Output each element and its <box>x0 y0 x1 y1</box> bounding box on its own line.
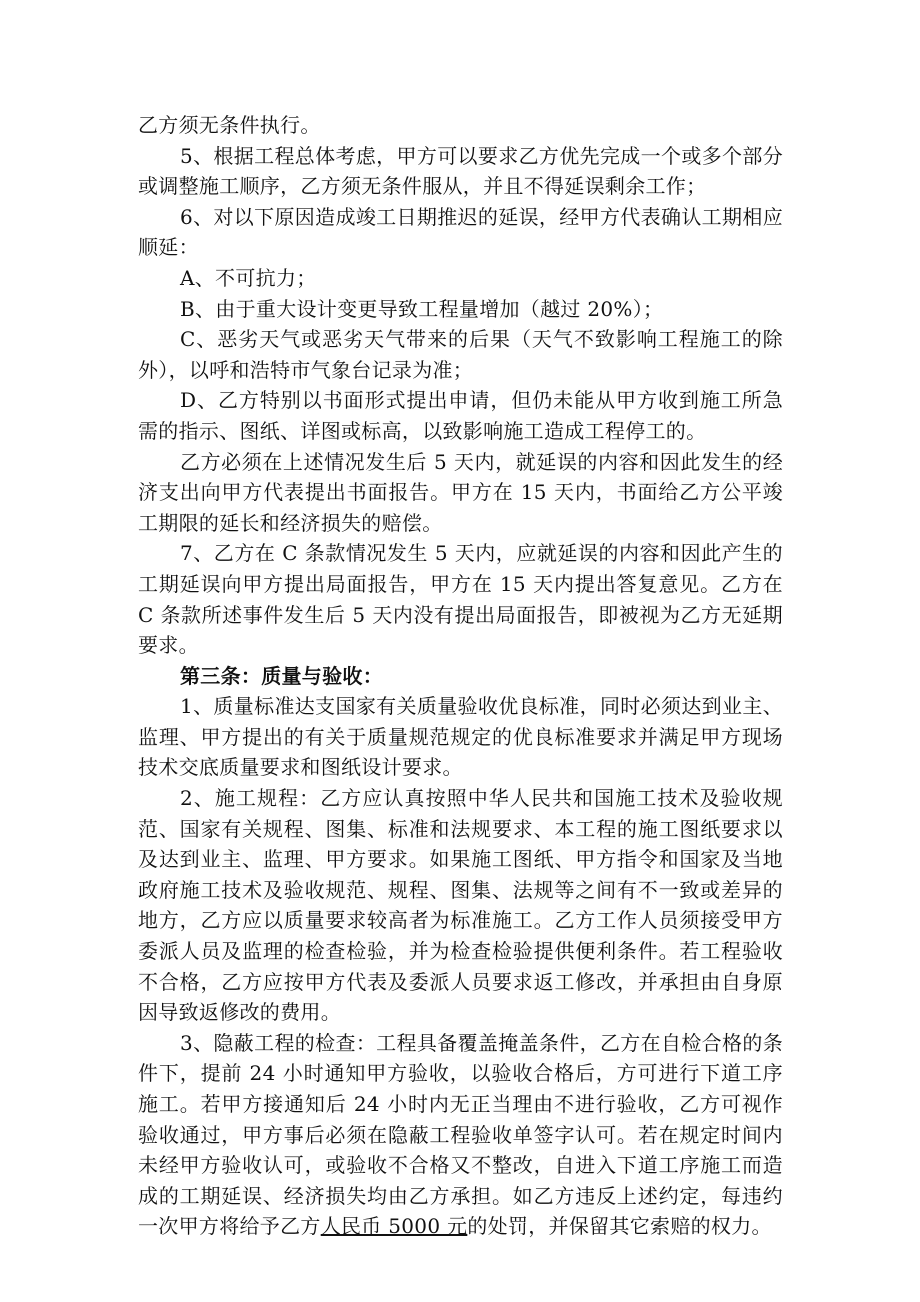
quality-clause-3-tail: 的处罚，并保留其它索赔的权力。 <box>467 1214 772 1239</box>
quality-clause-3 <box>138 1028 783 1242</box>
document-page <box>138 110 783 1242</box>
clause-6: 6、对以下原因造成竣工日期推迟的延误，经甲方代表确认工期相应顺延： <box>138 204 783 260</box>
section-heading-article-3: 第三条：质量与验收： <box>180 663 383 688</box>
clause-6-item-d: D、乙方特别以书面形式提出申请，但仍未能从甲方收到施工所急需的指示、图纸、详图或标高，以致影响施工造成工程停工的。 <box>138 388 783 443</box>
quality-clause-1: 1、质量标准达支国家有关质量验收优良标准，同时必须达到业主、监理、甲方提出的有关于质量规范规定的优良标准要求并满足甲方现场技术交底质量要求和图纸设计要求。 <box>138 694 783 780</box>
clause-7: 7、乙方在 C 条款情况发生 5 天内，应就延误的内容和因此产生的工期延误向甲方提出局面报告，甲方在 15 天内提出答复意见。乙方在 C 条款所述事件发生后 5 天内没有提出局面报告，即被视为乙方无延期要求。 <box>138 541 783 658</box>
clause-6-item-b: B、由于重大设计变更导致工程量增加（越过 20%）； <box>180 296 664 321</box>
paragraph-continuation: 乙方须无条件执行。 <box>138 113 321 137</box>
quality-clause-2: 2、施工规程：乙方应认真按照中华人民共和国施工技术及验收规范、国家有关规程、图集、标准和法规要求、本工程的施工图纸要求以及达到业主、监理、甲方要求。如果施工图纸、甲方指令和国家及当地政府施工技术及验收规范、规程、图集、法规等之间有不一致或差异的地方，乙方应以质量要求较高者为标准施工。乙方工作人员须接受甲方委派人员及监理的检查检验，并为检查检验提供便利条件。若工程验收不合格，乙方应按甲方代表及委派人员要求返工修改，并承担由自身原因导致返修改的费用。 <box>138 786 783 1025</box>
clause-6-report-requirement: 乙方必须在上述情况发生后 5 天内，就延误的内容和因此发生的经济支出向甲方代表提出书面报告。甲方在 15 天内，书面给乙方公平竣工期限的延长和经济损失的赔偿。 <box>138 449 783 535</box>
clause-6-item-a: A、不可抗力； <box>180 265 317 290</box>
penalty-amount: 人民币 5000 元 <box>320 1214 468 1239</box>
clause-6-item-c: C、恶劣天气或恶劣天气带来的后果（天气不致影响工程施工的除外），以呼和浩特市气象台记录为准； <box>138 327 783 382</box>
quality-clause-3-text: 3、隐蔽工程的检查：工程具备覆盖掩盖条件，乙方在自检合格的条件下，提前 24 小时通知甲方验收，以验收合格后，方可进行下道工序施工。若甲方接通知后 24 小时内无正当理由不进行验收，乙方可视作验收通过，甲方事后必须在隐蔽工程验收单签字认可。若在规定时间内未经甲方验收认可，或验收不合格又不整改，自进入下道工序施工而造成的工期延误、经济损失均由乙方承担。如乙方违反上述约定，每违约一次甲方将给予乙方 <box>138 1030 783 1239</box>
clause-5: 5、根据工程总体考虑，甲方可以要求乙方优先完成一个或多个部分或调整施工顺序，乙方须无条件服从，并且不得延误剩余工作； <box>138 143 783 199</box>
